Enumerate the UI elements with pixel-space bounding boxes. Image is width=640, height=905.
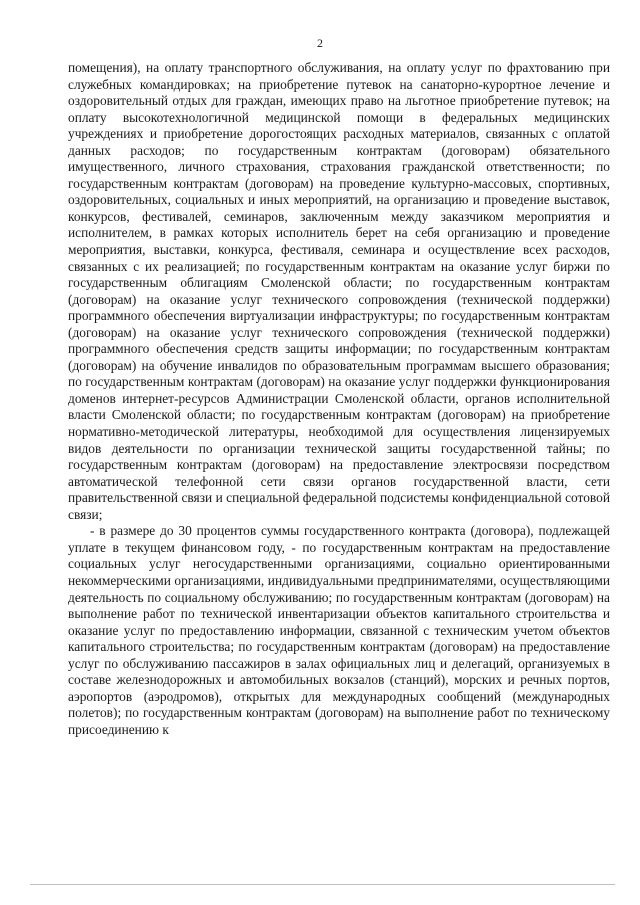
paragraph-advance-30-percent: - в размере до 30 процентов суммы государственного контракта (договора), подлежащей уплате в текущем финансовом году, - по государственным контрактам на предоставление социальных услуг негосударственными организациями, социально ориентированными некоммерческими организациями, индивидуальными предпринимателями, осуществляющими деятельность по социальному обслуживанию; по государственным контрактам (договорам) на выполнение работ по технической инвентаризации объектов капитального строительства и оказание услуг по предоставлению информации, связанной с техническим учетом объектов капитального строительства; по государственным контрактам (договорам) на предоставление услуг по обслуживанию пассажиров в залах официальных лиц и делегаций, организуемых в составе железнодорожных и автомобильных вокзалов (станций), морских и речных портов, аэропортов (аэродромов), открытых для международных сообщений (международных полетов); по государственным контрактам (договорам) на выполнение работ по техническому присоединению к (68, 523, 610, 737)
scan-bottom-edge (30, 884, 615, 886)
paragraph-continuation: помещения), на оплату транспортного обслуживания, на оплату услуг по фрахтованию при служебных командировках; на приобретение путевок на санаторно-курортное лечение и оздоровительный отдых для граждан, имеющих право на льготное приобретение путевок; на оплату высокотехнологичной медицинской помощи в федеральных медицинских учреждениях и приобретение дорогостоящих расходных материалов, связанных с оплатой данных расходов; по государственным контрактам (договорам) обязательного имущественного, личного страхования, страхования гражданской ответственности; по государственным контрактам (договорам) на проведение культурно-массовых, спортивных, оздоровительных, социальных и иных мероприятий, на организацию и проведение выставок, конкурсов, фестивалей, семинаров, заключенным между заказчиком мероприятия и исполнителем, в рамках которых исполнитель берет на себя организацию и проведение мероприятия, выставки, конкурса, фестиваля, семинара и осуществление всех расходов, связанных с их реализацией; по государственным контрактам на оказание услуг биржи по государственным облигациям Смоленской области; по государственным контрактам (договорам) на оказание услуг технического сопровождения (технической поддержки) программного обеспечения виртуализации инфраструктуры; по государственным контрактам (договорам) на оказание услуг технического сопровождения (технической поддержки) программного обеспечения средств защиты информации; по государственным контрактам (договорам) на обучение инвалидов по образовательным программам высшего образования; по государственным контрактам (договорам) на оказание услуг поддержки функционирования доменов интернет-ресурсов Администрации Смоленской области, органов исполнительной власти Смоленской области; по государственным контрактам (договорам) на приобретение нормативно-методической литературы, необходимой для осуществления лицензируемых видов деятельности по организации технической защиты государственной тайны; по государственным контрактам (договорам) на предоставление электросвязи посредством автоматической телефонной сети связи органов государственной власти, сети правительственной связи и специальной федеральной подсистемы конфиденциальной сотовой связи; (68, 60, 610, 522)
document-body (68, 60, 610, 738)
page-number: 2 (317, 36, 323, 50)
